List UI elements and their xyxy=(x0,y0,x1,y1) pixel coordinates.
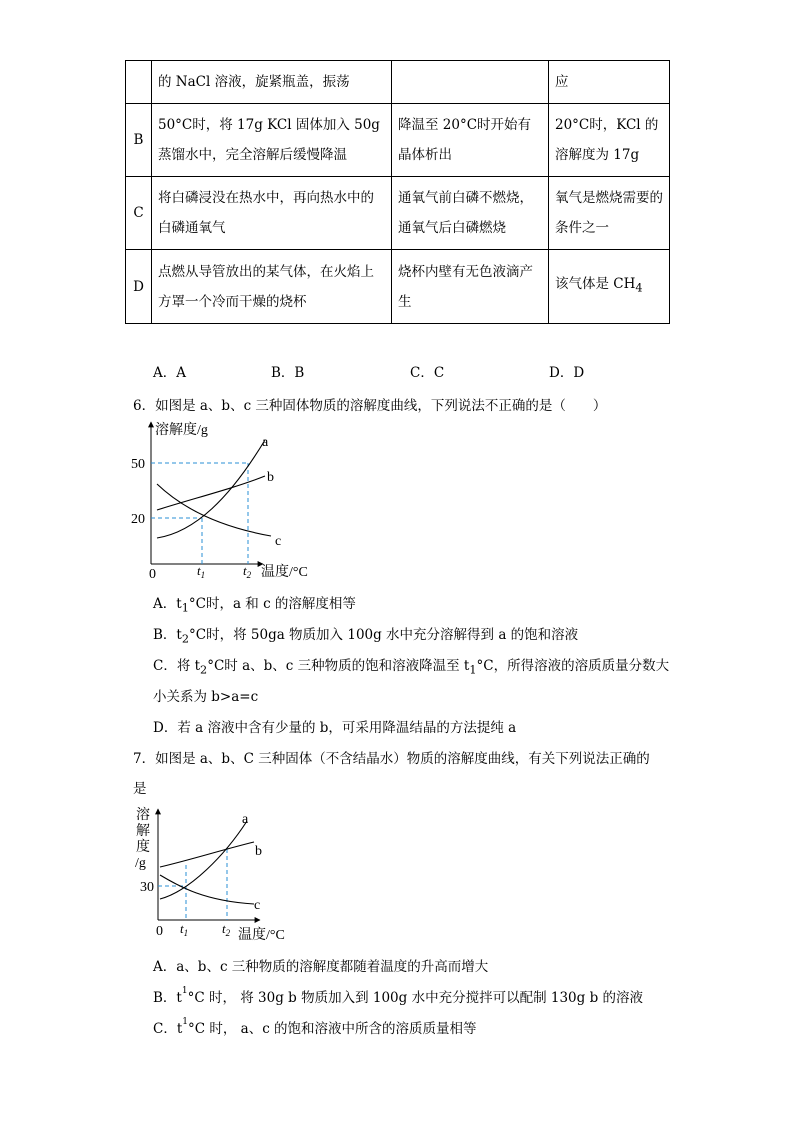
subscript: 4 xyxy=(635,281,643,295)
origin-label: 0 xyxy=(156,924,163,939)
q5-option-c[interactable]: C．C xyxy=(410,365,445,381)
cell-conclusion: 应 xyxy=(549,61,670,104)
q6-option-a[interactable]: A．$t_1^\circ C$时，a 和 c 的溶解度相等 xyxy=(153,596,356,615)
table-row xyxy=(126,177,670,250)
cell-operation: 将白磷浸没在热水中，再向热水中的白磷通氧气 xyxy=(152,177,392,250)
cell-conclusion: 20°C时，KCl 的溶解度为 17g xyxy=(549,104,670,177)
x-axis-label: 温度/°C xyxy=(261,565,308,580)
row-label: B xyxy=(126,104,152,177)
experiment-table xyxy=(125,60,670,324)
origin-label: 0 xyxy=(149,567,156,582)
row-label: C xyxy=(126,177,152,250)
curve-c-label: c xyxy=(254,898,261,913)
q5-option-d[interactable]: D．D xyxy=(549,365,585,381)
q7-option-c[interactable]: C．$t^1^\circ C$ 时， a、c 的饱和溶液中所含的溶质质量相等 xyxy=(153,1017,477,1037)
cell-phenomenon: 烧杯内壁有无色液滴产生 xyxy=(392,250,549,324)
q7-stem-cont: 是 xyxy=(133,781,147,797)
y-axis-label: 解 xyxy=(136,824,150,839)
q5-option-b[interactable]: B．B xyxy=(271,365,305,381)
table-row xyxy=(126,250,670,324)
y-tick-50: 50 xyxy=(131,457,145,472)
conclusion-text: 该气体是 CH xyxy=(555,276,636,293)
curve-c xyxy=(160,875,254,904)
q6-option-b[interactable]: B．$t_2^\circ C$时，将 50ga 物质加入 100g 水中充分溶解得到 a 的饱和溶液 xyxy=(153,627,579,646)
x-axis-label: 温度/°C xyxy=(238,928,285,943)
q7-option-a[interactable]: A．a、b、c 三种物质的溶解度都随着温度的升高而增大 xyxy=(153,959,489,975)
q7-solubility-graph xyxy=(130,805,300,947)
x-tick-t2: $t_2$ xyxy=(222,921,231,938)
curve-a xyxy=(160,821,247,899)
curve-c-label: c xyxy=(275,534,282,549)
curve-a xyxy=(157,440,265,538)
curve-b xyxy=(157,476,265,510)
y-axis-label: /g xyxy=(135,856,146,871)
curve-a-label: a xyxy=(242,812,249,827)
q6-option-c-cont: 小关系为 b>a=c xyxy=(153,689,259,705)
q6-stem: 6．如图是 a、b、c 三种固体物质的溶解度曲线，下列说法不正确的是（ ） xyxy=(133,398,607,414)
cell-conclusion: 氧气是燃烧需要的条件之一 xyxy=(549,177,670,250)
cell-phenomenon xyxy=(392,61,549,104)
q5-option-a[interactable]: A．A xyxy=(153,365,186,381)
y-axis-label: 溶解度/g xyxy=(155,423,208,438)
cell-operation: 50°C时，将 17g KCl 固体加入 50g 蒸馏水中，完全溶解后缓慢降温 xyxy=(152,104,392,177)
q6-option-d[interactable]: D．若 a 溶液中含有少量的 b，可采用降温结晶的方法提纯 a xyxy=(153,720,517,736)
curve-b-label: b xyxy=(255,844,262,859)
curve-c xyxy=(157,484,271,536)
row-label: D xyxy=(126,250,152,324)
y-tick-30: 30 xyxy=(140,880,154,895)
q6-option-c[interactable]: C．将 $t_2^\circ C$时 a、b、c 三种物质的饱和溶液降温至 $t_1^\circ C$，所得溶液的溶质质量分数大 xyxy=(153,658,670,677)
q7-stem: 7．如图是 a、b、C 三种固体（不含结晶水）物质的溶解度曲线，有关下列说法正确的 xyxy=(133,751,650,767)
y-axis-label: 度 xyxy=(136,840,150,855)
q7-option-b[interactable]: B．$t^1^\circ C$ 时， 将 30g b 物质加入到 100g 水中充分搅拌可以配制 130g b 的溶液 xyxy=(153,986,644,1006)
cell-conclusion xyxy=(549,250,670,324)
cell-operation: 点燃从导管放出的某气体，在火焰上方罩一个冷而干燥的烧杯 xyxy=(152,250,392,324)
y-axis-label: 溶 xyxy=(136,808,150,823)
cell-operation: 的 NaCl 溶液，旋紧瓶盖，振荡 xyxy=(152,61,392,104)
cell-phenomenon: 通氧气前白磷不燃烧，通氧气后白磷燃烧 xyxy=(392,177,549,250)
x-tick-t1: $t_1$ xyxy=(180,921,189,938)
table-row xyxy=(126,104,670,177)
q6-solubility-graph xyxy=(125,418,325,584)
x-tick-t1: $t_1$ xyxy=(197,563,206,580)
x-tick-t2: $t_2$ xyxy=(243,563,252,580)
curve-b xyxy=(160,842,254,867)
cell-phenomenon: 降温至 20°C时开始有晶体析出 xyxy=(392,104,549,177)
curve-a-label: a xyxy=(262,435,269,450)
curve-b-label: b xyxy=(267,470,274,485)
row-label xyxy=(126,61,152,104)
table-row xyxy=(126,61,670,104)
y-tick-20: 20 xyxy=(131,512,145,527)
